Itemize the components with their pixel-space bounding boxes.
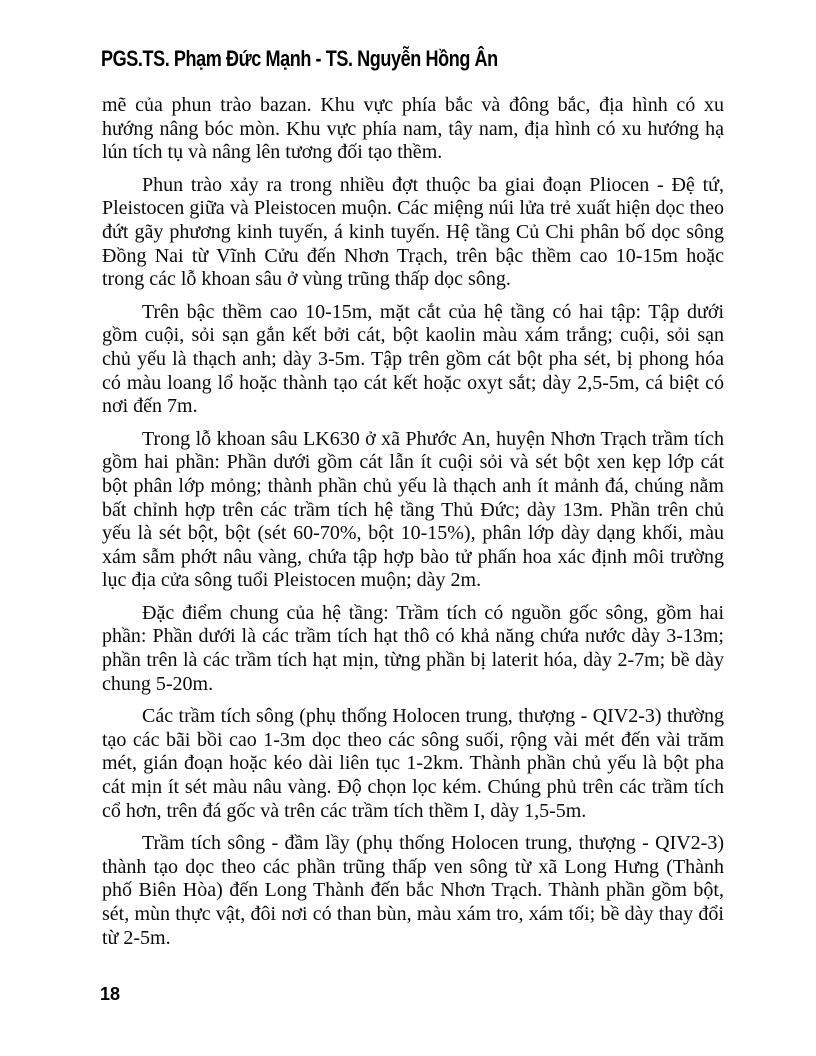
paragraph: Trầm tích sông - đầm lầy (phụ thống Holocen trung, thượng - QIV2-3) thành tạo dọc theo các phần trũng thấp ven sông từ xã Long Hưng (Thành phố Biên Hòa) đến Long Thành đến bắc Nhơn Trạch. Thành phần gồm bột, sét, mùn thực vật, đôi nơi có than bùn, màu xám tro, xám tối; bề dày thay đổi từ 2-5m. — [102, 832, 724, 949]
page-body — [102, 94, 724, 959]
paragraph: Đặc điểm chung của hệ tầng: Trầm tích có nguồn gốc sông, gồm hai phần: Phần dưới là các trầm tích hạt thô có khả năng chứa nước dày 3-13m; phần trên là các trầm tích hạt mịn, từng phần bị laterit hóa, dày 2-7m; bề dày chung 5-20m. — [102, 601, 724, 695]
paragraph: Phun trào xảy ra trong nhiều đợt thuộc ba giai đoạn Pliocen - Đệ tứ, Pleistocen giữa và Pleistocen muộn. Các miệng núi lửa trẻ xuất hiện dọc theo đứt gãy phương kinh tuyến, á kinh tuyến. Hệ tầng Củ Chi phân bố dọc sông Đồng Nai từ Vĩnh Cửu đến Nhơn Trạch, trên bậc thềm cao 10-15m hoặc trong các lỗ khoan sâu ở vùng trũng thấp dọc sông. — [102, 173, 724, 291]
paragraph: Trong lỗ khoan sâu LK630 ở xã Phước An, huyện Nhơn Trạch trầm tích gồm hai phần: Phần dưới gồm cát lẫn ít cuội sỏi và sét bột xen kẹp lớp cát bột phân lớp mỏng; thành phần chủ yếu là thạch anh ít mảnh đá, chúng nằm bất chỉnh hợp trên các trầm tích hệ tầng Thủ Đức; dày 13m. Phần trên chủ yếu là sét bột, bột (sét 60-70%, bột 10-15%), phân lớp dày dạng khối, màu xám sẫm phớt nâu vàng, chứa tập hợp bào tử phấn hoa xác định môi trường lục địa cửa sông tuổi Pleistocen muộn; dày 2m. — [102, 427, 724, 592]
page-number: 18 — [100, 984, 121, 1004]
author-header: PGS.TS. Phạm Đức Mạnh - TS. Nguyễn Hồng Ân — [101, 46, 498, 71]
paragraph: Trên bậc thềm cao 10-15m, mặt cắt của hệ tầng có hai tập: Tập dưới gồm cuội, sỏi sạn gắn kết bởi cát, bột kaolin màu xám trắng; cuội, sỏi sạn chủ yếu là thạch anh; dày 3-5m. Tập trên gồm cát bột pha sét, bị phong hóa có màu loang lổ hoặc thành tạo cát kết hoặc oxyt sắt; dày 2,5-5m, cá biệt có nơi đến 7m. — [102, 300, 724, 418]
paragraph: Các trầm tích sông (phụ thống Holocen trung, thượng - QIV2-3) thường tạo các bãi bồi cao 1-3m dọc theo các sông suối, rộng vài mét đến vài trăm mét, gián đoạn hoặc kéo dài liên tục 1-2km. Thành phần chủ yếu là bột pha cát mịn ít sét màu nâu vàng. Độ chọn lọc kém. Chúng phủ trên các trầm tích cổ hơn, trên đá gốc và trên các trầm tích thềm I, dày 1,5-5m. — [102, 705, 724, 822]
paragraph: mẽ của phun trào bazan. Khu vực phía bắc và đông bắc, địa hình có xu hướng nâng bóc mòn. Khu vực phía nam, tây nam, địa hình có xu hướng hạ lún tích tụ và nâng lên tương đối tạo thềm. — [102, 94, 724, 164]
